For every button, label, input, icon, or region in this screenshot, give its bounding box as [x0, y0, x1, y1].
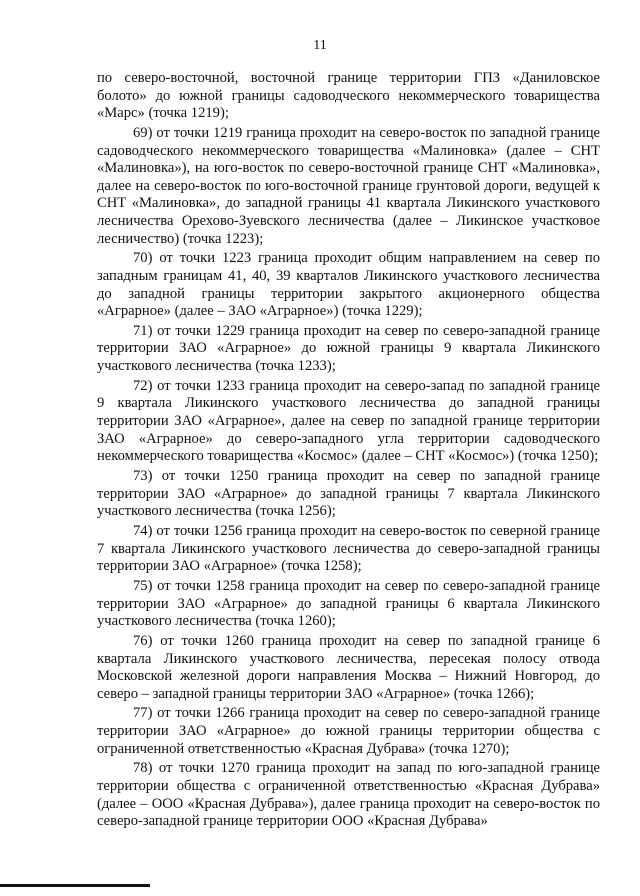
paragraph-item-78: 78) от точки 1270 граница проходит на запад по юго-западной границе территории общества с ограниченной ответственностью «Красная Дубрава» (далее – ООО «Красная Дубрава»), далее граница проходит на северо-восток по северо-западной границе территории ООО «Красная Дубрава»	[97, 760, 600, 830]
paragraph-item-74: 74) от точки 1256 граница проходит на северо-восток по северной границе 7 квартала Ликинского участкового лесничества до северо-западной границы территории ЗАО «Аграрное» (точка 1258);	[97, 522, 600, 575]
page-number: 11	[313, 38, 327, 53]
paragraph-item-75: 75) от точки 1258 граница проходит на север по северо-западной границе территории ЗАО «Аграрное» до западной границы 6 квартала Ликинского участкового лесничества (точка 1260);	[97, 577, 600, 630]
paragraph-item-69: 69) от точки 1219 граница проходит на северо-восток по западной границе садоводческого некоммерческого товарищества «Малиновка» (далее – СНТ «Малиновка»), на юго-восток по северо-восточной границе СНТ «Малиновка», далее на северо-восток по юго-восточной границе грунтовой дороги, ведущей к СНТ «Малиновка», до западной границы 41 квартала Ликинского участкового лесничества Орехово-Зуевского лесничества (далее – Ликинское участковое лесничество) (точка 1223);	[97, 124, 600, 247]
document-body	[97, 70, 600, 833]
paragraph-item-77: 77) от точки 1266 граница проходит на север по северо-западной границе территории ЗАО «Аграрное» до южной границы территории общества с ограниченной ответственностью «Красная Дубрава» (точка 1270);	[97, 705, 600, 757]
footer-rule	[0, 884, 150, 887]
paragraph-item-70: 70) от точки 1223 граница проходит общим направлением на север по западным границам 41, 40, 39 кварталов Ликинского участкового лесничества до западной границы территории закрытого акционерного общества «Аграрное» (далее – ЗАО «Аграрное») (точка 1229);	[97, 250, 600, 320]
paragraph-item-71: 71) от точки 1229 граница проходит на север по северо-западной границе территории ЗАО «Аграрное» до южной границы 9 квартала Ликинского участкового лесничества (точка 1233);	[97, 322, 600, 375]
paragraph-continuation: по северо-восточной, восточной границе территории ГПЗ «Даниловское болото» до южной границы садоводческого некоммерческого товарищества «Марс» (точка 1219);	[97, 70, 600, 122]
paragraph-item-73: 73) от точки 1250 граница проходит на север по западной границе территории ЗАО «Аграрное» до западной границы 7 квартала Ликинского участкового лесничества (точка 1256);	[97, 468, 600, 520]
paragraph-item-72: 72) от точки 1233 граница проходит на северо-запад по западной границе 9 квартала Ликинского участкового лесничества до западной границы территории ЗАО «Аграрное», далее на север по западной границе территории ЗАО «Аграрное» до северо-западного угла территории садоводческого некоммерческого товарищества «Космос» (далее – СНТ «Космос») (точка 1250);	[97, 377, 600, 465]
paragraph-item-76: 76) от точки 1260 граница проходит на север по западной границе 6 квартала Ликинского участкового лесничества, пересекая полосу отвода Московской железной дороги направления Москва – Нижний Новгород, до северо – западной границы территории ЗАО «Аграрное» (точка 1266);	[97, 632, 600, 702]
